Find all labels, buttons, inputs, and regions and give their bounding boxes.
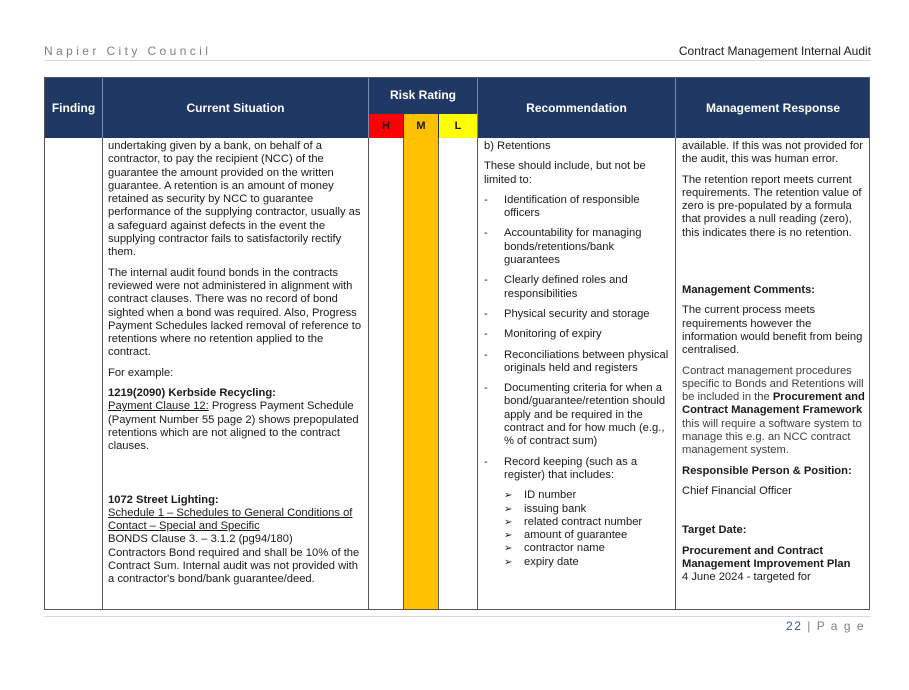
- page-number: 22: [786, 619, 803, 633]
- response-paragraph-1: available. If this was not provided for the audit, this was human error.: [682, 140, 863, 166]
- target-date-value: 4 June 2024 - targeted for: [682, 571, 811, 584]
- register-field-item: [504, 542, 672, 555]
- footer-divider: [44, 616, 871, 617]
- example-1-text: Progress Payment Schedule (Payment Number 55 page 2) shows prepopulated retentions which are not aligned to the contract clauses.: [108, 400, 359, 453]
- situation-paragraph-3: For example:: [108, 366, 174, 379]
- response-paragraph-2: The retention report meets current requirements. The retention value of zero is pre-populated by a formula that provides a null reading (zero), this indicates there is no retention.: [682, 173, 862, 239]
- recommendation-cell: [484, 140, 672, 569]
- risk-low-label: L: [439, 114, 477, 138]
- management-comments-title: Management Comments:: [682, 284, 816, 297]
- arrow-bullet-icon: ➢: [504, 543, 513, 555]
- recommendation-item: [484, 274, 672, 301]
- arrow-bullet-icon: ➢: [504, 503, 513, 515]
- header-divider: [44, 60, 871, 61]
- recommendation-item-text: Physical security and storage: [504, 307, 650, 320]
- page-separator: |: [802, 619, 817, 633]
- recommendation-item: [484, 328, 672, 341]
- document-title: Contract Management Internal Audit: [678, 44, 871, 58]
- arrow-bullet-icon: ➢: [504, 516, 513, 528]
- dash-bullet: -: [484, 193, 488, 206]
- register-field-item: [504, 556, 672, 569]
- register-field-text: ID number: [524, 489, 577, 502]
- arrow-bullet-icon: ➢: [504, 490, 513, 502]
- target-date-title: Target Date:: [682, 524, 747, 537]
- arrow-bullet-icon: ➢: [504, 556, 513, 568]
- col-divider-3: [403, 138, 404, 609]
- situation-paragraph-2: The internal audit found bonds in the contracts reviewed were not administered in alignment with contract clauses. There was no record of bond sighted when a bond was required. Also, Progress Payment Schedules lacked removal of reference to retentions where no retention applied to the contract.: [108, 266, 362, 359]
- organization-name: Napier City Council: [44, 44, 212, 58]
- dash-bullet: -: [484, 348, 488, 361]
- register-field-item: [504, 489, 672, 502]
- example-1-clause: Payment Clause 12:: [108, 400, 209, 413]
- register-field-text: amount of guarantee: [524, 529, 628, 542]
- register-fields-list: [504, 489, 672, 569]
- dash-bullet: -: [484, 328, 488, 341]
- register-field-text: issuing bank: [524, 502, 587, 515]
- dash-bullet: -: [484, 382, 488, 395]
- risk-medium-label: M: [404, 114, 438, 138]
- framework-name: Procurement and Contract Management Framework: [682, 391, 865, 417]
- table-header-row: [45, 78, 869, 138]
- page-footer: [786, 619, 865, 633]
- col-divider-1: [102, 138, 103, 609]
- recommendation-list: [484, 194, 672, 482]
- risk-high-label: H: [369, 114, 403, 138]
- register-field-text: related contract number: [524, 515, 643, 528]
- recommendation-item: [484, 456, 672, 483]
- register-field-text: contractor name: [524, 542, 605, 555]
- register-field-item: [504, 529, 672, 542]
- example-2-line-2: Contractors Bond required and shall be 10% of the Contract Sum. Internal audit was not provided with a contractor's bond/bank guarantee/deed.: [108, 546, 360, 586]
- dash-bullet: -: [484, 274, 488, 287]
- situation-paragraph-1: undertaking given by a bank, on behalf of a contractor, to pay the recipient (NCC) of the guarantee the amount provided on the written guarantee. A retention is an amount of money retained as security by NCC to guarantee performance of the supplying contractor, usually as a safeguard against defects in the event the supplying contractor fails to satisfactorily rectify them.: [108, 140, 361, 259]
- procedures-text: [682, 365, 868, 458]
- arrow-bullet-icon: ➢: [504, 530, 513, 542]
- example-2-line-1: BONDS Clause 3. – 3.1.2 (pg94/180): [108, 533, 293, 546]
- recommendation-item: [484, 308, 672, 321]
- header-current-situation: Current Situation: [186, 101, 285, 115]
- register-field-text: expiry date: [524, 555, 579, 568]
- recommendation-item: [484, 194, 672, 221]
- col-divider-2: [368, 138, 369, 609]
- management-response-cell: [682, 140, 868, 584]
- dash-bullet: -: [484, 227, 488, 240]
- procedures-text-a: Contract management procedures specific to Bonds and Retentions will be included in the: [682, 364, 864, 404]
- recommendation-intro: These should include, but not be limited to:: [484, 160, 646, 186]
- header-recommendation: Recommendation: [526, 101, 627, 115]
- recommendation-item: [484, 382, 672, 448]
- page-label: P a g e: [816, 619, 865, 633]
- example-2-title: 1072 Street Lighting:: [108, 493, 219, 506]
- audit-findings-table: [44, 77, 870, 610]
- recommendation-item-text: Documenting criteria for when a bond/guarantee/retention should apply and be required in the contract and for how much (e.g., % of contract sum): [504, 382, 666, 448]
- recommendation-item-text: Accountability for managing bonds/retentions/bank guarantees: [504, 227, 642, 267]
- recommendation-item-text: Record keeping (such as a register) that includes:: [504, 455, 638, 481]
- recommendation-item: [484, 349, 672, 376]
- recommendation-item-text: Monitoring of expiry: [504, 328, 602, 341]
- header-finding: Finding: [51, 101, 96, 115]
- management-comments-text: The current process meets requirements however the information would benefit from being centralised.: [682, 304, 863, 357]
- improvement-plan-title: Procurement and Contract Management Improvement Plan: [682, 544, 851, 570]
- example-2-schedule: Schedule 1 – Schedules to General Conditions of Contact – Special and Specific: [108, 506, 353, 533]
- header-risk-rating: Risk Rating: [389, 88, 456, 102]
- responsible-person-title: Responsible Person & Position:: [682, 464, 852, 477]
- col-divider-6: [675, 138, 676, 609]
- register-field-item: [504, 503, 672, 516]
- risk-medium-indicator: [404, 138, 438, 609]
- col-divider-4: [438, 138, 439, 609]
- dash-bullet: -: [484, 307, 488, 320]
- recommendation-item-text: Clearly defined roles and responsibilities: [504, 274, 628, 300]
- recommendation-item-text: Reconciliations between physical originals held and registers: [504, 348, 669, 374]
- current-situation-cell: [108, 140, 363, 594]
- register-field-item: [504, 516, 672, 529]
- dash-bullet: -: [484, 455, 488, 468]
- col-divider-5: [477, 138, 478, 609]
- recommendation-subheading: b) Retentions: [484, 140, 551, 152]
- recommendation-item: [484, 227, 672, 267]
- procedures-text-b: this will require a software system to manage this e.g. an NCC contract management system.: [682, 417, 862, 457]
- responsible-person-name: Chief Financial Officer: [682, 484, 792, 497]
- recommendation-item-text: Identification of responsible officers: [504, 193, 640, 220]
- header-management-response: Management Response: [705, 101, 841, 115]
- example-1-title: 1219(2090) Kerbside Recycling:: [108, 387, 276, 400]
